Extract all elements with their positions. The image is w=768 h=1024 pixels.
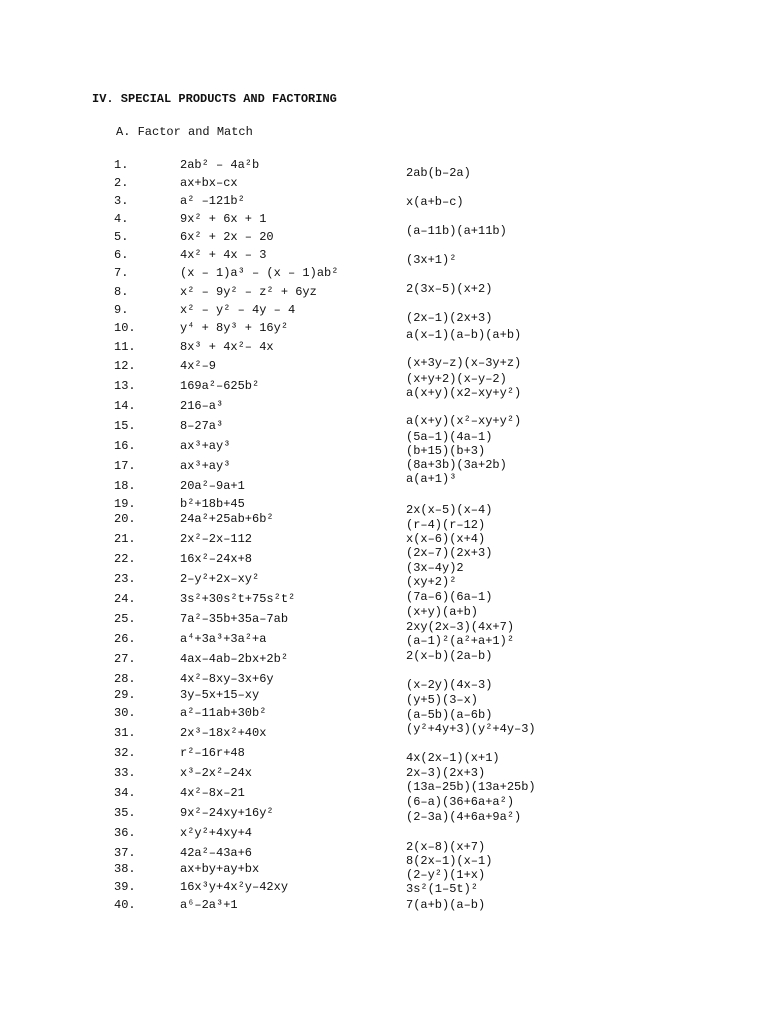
- problem-expression: b²+18b+45: [180, 497, 245, 511]
- answer-choice: (r–4)(r–12): [406, 518, 486, 532]
- answer-choice: 2(x–b)(2a–b): [406, 649, 493, 663]
- answer-choice: 3s²(1–5t)²: [406, 882, 479, 896]
- answer-choice: (y²+4y+3)(y²+4y–3): [406, 722, 536, 736]
- problem-expression: 16x³y+4x²y–42xy: [180, 880, 289, 894]
- answer-choice: (2x–1)(2x+3): [406, 311, 493, 325]
- answer-choice: 2xy(2x–3)(4x+7): [406, 620, 515, 634]
- answer-choice: 2x(x–5)(x–4): [406, 503, 493, 517]
- problem-number: 1.: [114, 158, 129, 172]
- section-title: IV. SPECIAL PRODUCTS AND FACTORING: [92, 92, 337, 106]
- problem-number: 4.: [114, 212, 129, 226]
- problem-number: 35.: [114, 806, 136, 820]
- answer-choice: (6–a)(36+6a+a²): [406, 795, 515, 809]
- answer-choice: a(x+y)(x²–xy+y²): [406, 414, 522, 428]
- answer-choice: (3x–4y)2: [406, 561, 464, 575]
- answer-choice: 4x(2x–1)(x+1): [406, 751, 500, 765]
- problem-expression: ax+bx–cx: [180, 176, 238, 190]
- problem-expression: 7a²–35b+35a–7ab: [180, 612, 289, 626]
- problem-number: 34.: [114, 786, 136, 800]
- answer-choice: (2–y²)(1+x): [406, 868, 486, 882]
- problem-number: 22.: [114, 552, 136, 566]
- problem-number: 27.: [114, 652, 136, 666]
- problem-number: 18.: [114, 479, 136, 493]
- problem-expression: 42a²–43a+6: [180, 846, 253, 860]
- problem-number: 28.: [114, 672, 136, 686]
- answer-choice: (7a–6)(6a–1): [406, 590, 493, 604]
- problem-expression: x²y²+4xy+4: [180, 826, 253, 840]
- problem-number: 13.: [114, 379, 136, 393]
- answer-choice: x(a+b–c): [406, 195, 464, 209]
- answer-choice: (y+5)(3–x): [406, 693, 479, 707]
- problem-number: 16.: [114, 439, 136, 453]
- problem-expression: 4ax–4ab–2bx+2b²: [180, 652, 289, 666]
- problem-number: 3.: [114, 194, 129, 208]
- problem-number: 40.: [114, 898, 136, 912]
- answer-choice: (a–11b)(a+11b): [406, 224, 507, 238]
- problem-expression: 2ab² – 4a²b: [180, 158, 260, 172]
- problem-expression: 2x³–18x²+40x: [180, 726, 267, 740]
- problem-number: 36.: [114, 826, 136, 840]
- problem-expression: 4x²–8xy–3x+6y: [180, 672, 274, 686]
- answer-choice: (a–5b)(a–6b): [406, 708, 493, 722]
- answer-choice: (x+y)(a+b): [406, 605, 479, 619]
- problem-expression: ax³+ay³: [180, 459, 231, 473]
- answer-choice: a(x+y)(x2–xy+y²): [406, 386, 522, 400]
- answer-choice: (8a+3b)(3a+2b): [406, 458, 507, 472]
- answer-choice: (2–3a)(4+6a+9a²): [406, 810, 522, 824]
- problem-expression: 2x²–2x–112: [180, 532, 253, 546]
- problem-expression: a⁴+3a³+3a²+a: [180, 632, 267, 646]
- problem-expression: 16x²–24x+8: [180, 552, 253, 566]
- problem-number: 19.: [114, 497, 136, 511]
- problem-expression: a² –121b²: [180, 194, 245, 208]
- problem-number: 21.: [114, 532, 136, 546]
- problem-expression: 3y–5x+15–xy: [180, 688, 260, 702]
- problem-expression: 8–27a³: [180, 419, 224, 433]
- answer-choice: a(a+1)³: [406, 472, 457, 486]
- problem-number: 26.: [114, 632, 136, 646]
- problem-number: 20.: [114, 512, 136, 526]
- problem-expression: x² – y² – 4y – 4: [180, 303, 296, 317]
- problem-number: 12.: [114, 359, 136, 373]
- problem-expression: 9x²–24xy+16y²: [180, 806, 274, 820]
- answer-choice: 2x–3)(2x+3): [406, 766, 486, 780]
- answer-choice: 2(x–8)(x+7): [406, 840, 486, 854]
- answer-choice: (xy+2)²: [406, 575, 457, 589]
- answer-choice: (a–1)²(a²+a+1)²: [406, 634, 515, 648]
- subsection-title: A. Factor and Match: [116, 125, 253, 139]
- problem-expression: a⁶–2a³+1: [180, 898, 238, 912]
- problem-number: 30.: [114, 706, 136, 720]
- problem-number: 14.: [114, 399, 136, 413]
- answer-choice: 2(3x–5)(x+2): [406, 282, 493, 296]
- answer-choice: (5a–1)(4a–1): [406, 430, 493, 444]
- problem-expression: 2–y²+2x–xy²: [180, 572, 260, 586]
- answer-choice: (b+15)(b+3): [406, 444, 486, 458]
- problem-number: 38.: [114, 862, 136, 876]
- problem-number: 8.: [114, 285, 129, 299]
- problem-expression: ax+by+ay+bx: [180, 862, 260, 876]
- problem-number: 23.: [114, 572, 136, 586]
- answer-choice: x(x–6)(x+4): [406, 532, 486, 546]
- answer-choice: (2x–7)(2x+3): [406, 546, 493, 560]
- problem-expression: r²–16r+48: [180, 746, 245, 760]
- problem-expression: 20a²–9a+1: [180, 479, 245, 493]
- problem-expression: y⁴ + 8y³ + 16y²: [180, 321, 289, 335]
- problem-number: 37.: [114, 846, 136, 860]
- problem-expression: 9x² + 6x + 1: [180, 212, 267, 226]
- problem-expression: ax³+ay³: [180, 439, 231, 453]
- problem-number: 15.: [114, 419, 136, 433]
- answer-choice: 7(a+b)(a–b): [406, 898, 486, 912]
- problem-expression: 6x² + 2x – 20: [180, 230, 274, 244]
- problem-number: 9.: [114, 303, 129, 317]
- answer-choice: 2ab(b–2a): [406, 166, 471, 180]
- problem-number: 10.: [114, 321, 136, 335]
- problem-number: 2.: [114, 176, 129, 190]
- problem-number: 33.: [114, 766, 136, 780]
- answer-choice: (x+3y–z)(x–3y+z): [406, 356, 522, 370]
- answer-choice: (13a–25b)(13a+25b): [406, 780, 536, 794]
- problem-expression: 4x² + 4x – 3: [180, 248, 267, 262]
- problem-number: 17.: [114, 459, 136, 473]
- problem-number: 5.: [114, 230, 129, 244]
- problem-expression: a²–11ab+30b²: [180, 706, 267, 720]
- problem-expression: 216–a³: [180, 399, 224, 413]
- problem-expression: (x – 1)a³ – (x – 1)ab²: [180, 266, 339, 280]
- problem-number: 32.: [114, 746, 136, 760]
- problem-expression: 4x²–8x–21: [180, 786, 245, 800]
- problem-number: 25.: [114, 612, 136, 626]
- problem-expression: 24a²+25ab+6b²: [180, 512, 274, 526]
- answer-choice: 8(2x–1)(x–1): [406, 854, 493, 868]
- problem-number: 6.: [114, 248, 129, 262]
- problem-number: 11.: [114, 340, 136, 354]
- problem-expression: 169a²–625b²: [180, 379, 260, 393]
- answer-choice: (x–2y)(4x–3): [406, 678, 493, 692]
- answer-choice: a(x–1)(a–b)(a+b): [406, 328, 522, 342]
- problem-number: 7.: [114, 266, 129, 280]
- problem-expression: 4x²–9: [180, 359, 217, 373]
- answer-choice: (x+y+2)(x–y–2): [406, 372, 507, 386]
- problem-number: 31.: [114, 726, 136, 740]
- problem-expression: x² – 9y² – z² + 6yz: [180, 285, 317, 299]
- problem-expression: 3s²+30s²t+75s²t²: [180, 592, 296, 606]
- problem-number: 29.: [114, 688, 136, 702]
- problem-expression: 8x³ + 4x²– 4x: [180, 340, 274, 354]
- problem-number: 24.: [114, 592, 136, 606]
- problem-expression: x³–2x²–24x: [180, 766, 253, 780]
- answer-choice: (3x+1)²: [406, 253, 457, 267]
- problem-number: 39.: [114, 880, 136, 894]
